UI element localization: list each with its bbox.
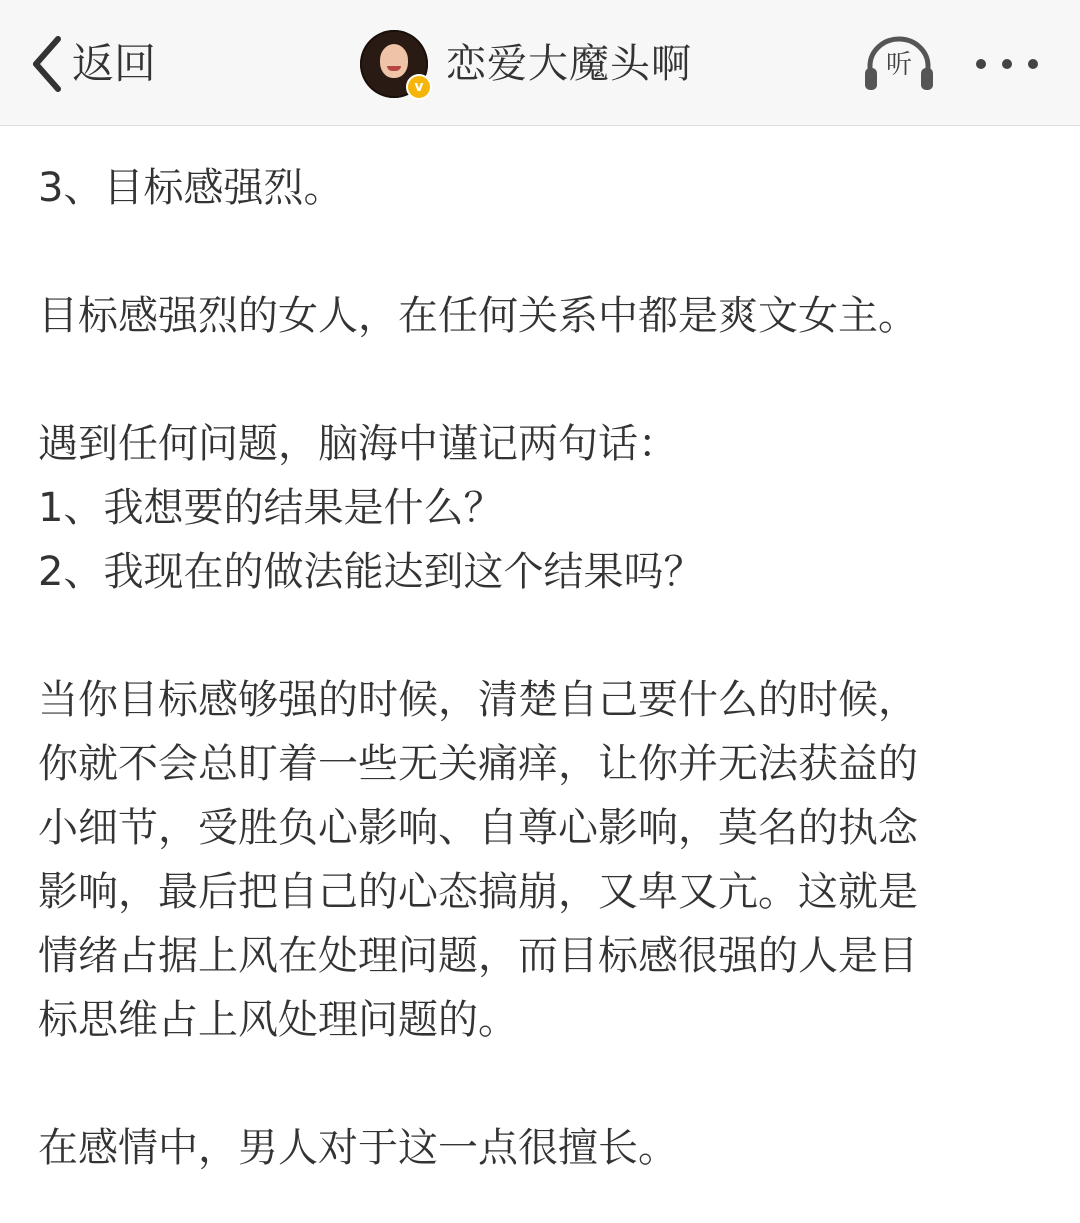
body-paragraph (38, 668, 1048, 1052)
listen-label: 听 (885, 50, 912, 80)
spacer (38, 1052, 1048, 1116)
spacer (38, 604, 1048, 668)
more-dots-icon (1028, 59, 1038, 69)
top-nav-bar (0, 0, 1080, 126)
chevron-left-icon (30, 35, 64, 93)
verified-badge-icon: v (406, 74, 432, 100)
username[interactable]: 恋爱大魔头啊 (446, 41, 692, 87)
closing-paragraph: 在感情中，男人对于这一点很擅长。 (38, 1125, 678, 1171)
body-line: 情绪占据上风在处理问题，而目标感很强的人是目 (38, 933, 918, 979)
back-button[interactable] (30, 30, 156, 98)
more-dots-icon (976, 59, 986, 69)
user-header[interactable] (360, 28, 692, 100)
question-1: 1、我想要的结果是什么？ (38, 485, 504, 531)
body-line: 小细节，受胜负心影响、自尊心影响，莫名的执念 (38, 805, 918, 851)
intro-paragraph: 目标感强烈的女人，在任何关系中都是爽文女主。 (38, 293, 918, 339)
body-line: 影响，最后把自己的心态搞崩，又卑又亢。这就是 (38, 869, 918, 915)
avatar-face (380, 44, 408, 78)
post-content (38, 156, 1048, 1180)
listen-button[interactable] (862, 34, 936, 94)
body-line: 当你目标感够强的时候，清楚自己要什么的时候， (38, 677, 918, 723)
more-button[interactable] (970, 50, 1046, 78)
more-dots-icon (1002, 59, 1012, 69)
body-line: 标思维占上风处理问题的。 (38, 997, 518, 1043)
section-heading: 3、目标感强烈。 (38, 165, 344, 211)
question-2: 2、我现在的做法能达到这个结果吗？ (38, 549, 704, 595)
avatar[interactable] (360, 30, 428, 98)
lead-paragraph: 遇到任何问题，脑海中谨记两句话： (38, 421, 678, 467)
spacer (38, 348, 1048, 412)
body-line: 你就不会总盯着一些无关痛痒，让你并无法获益的 (38, 741, 918, 787)
back-label: 返回 (72, 39, 157, 88)
spacer (38, 220, 1048, 284)
